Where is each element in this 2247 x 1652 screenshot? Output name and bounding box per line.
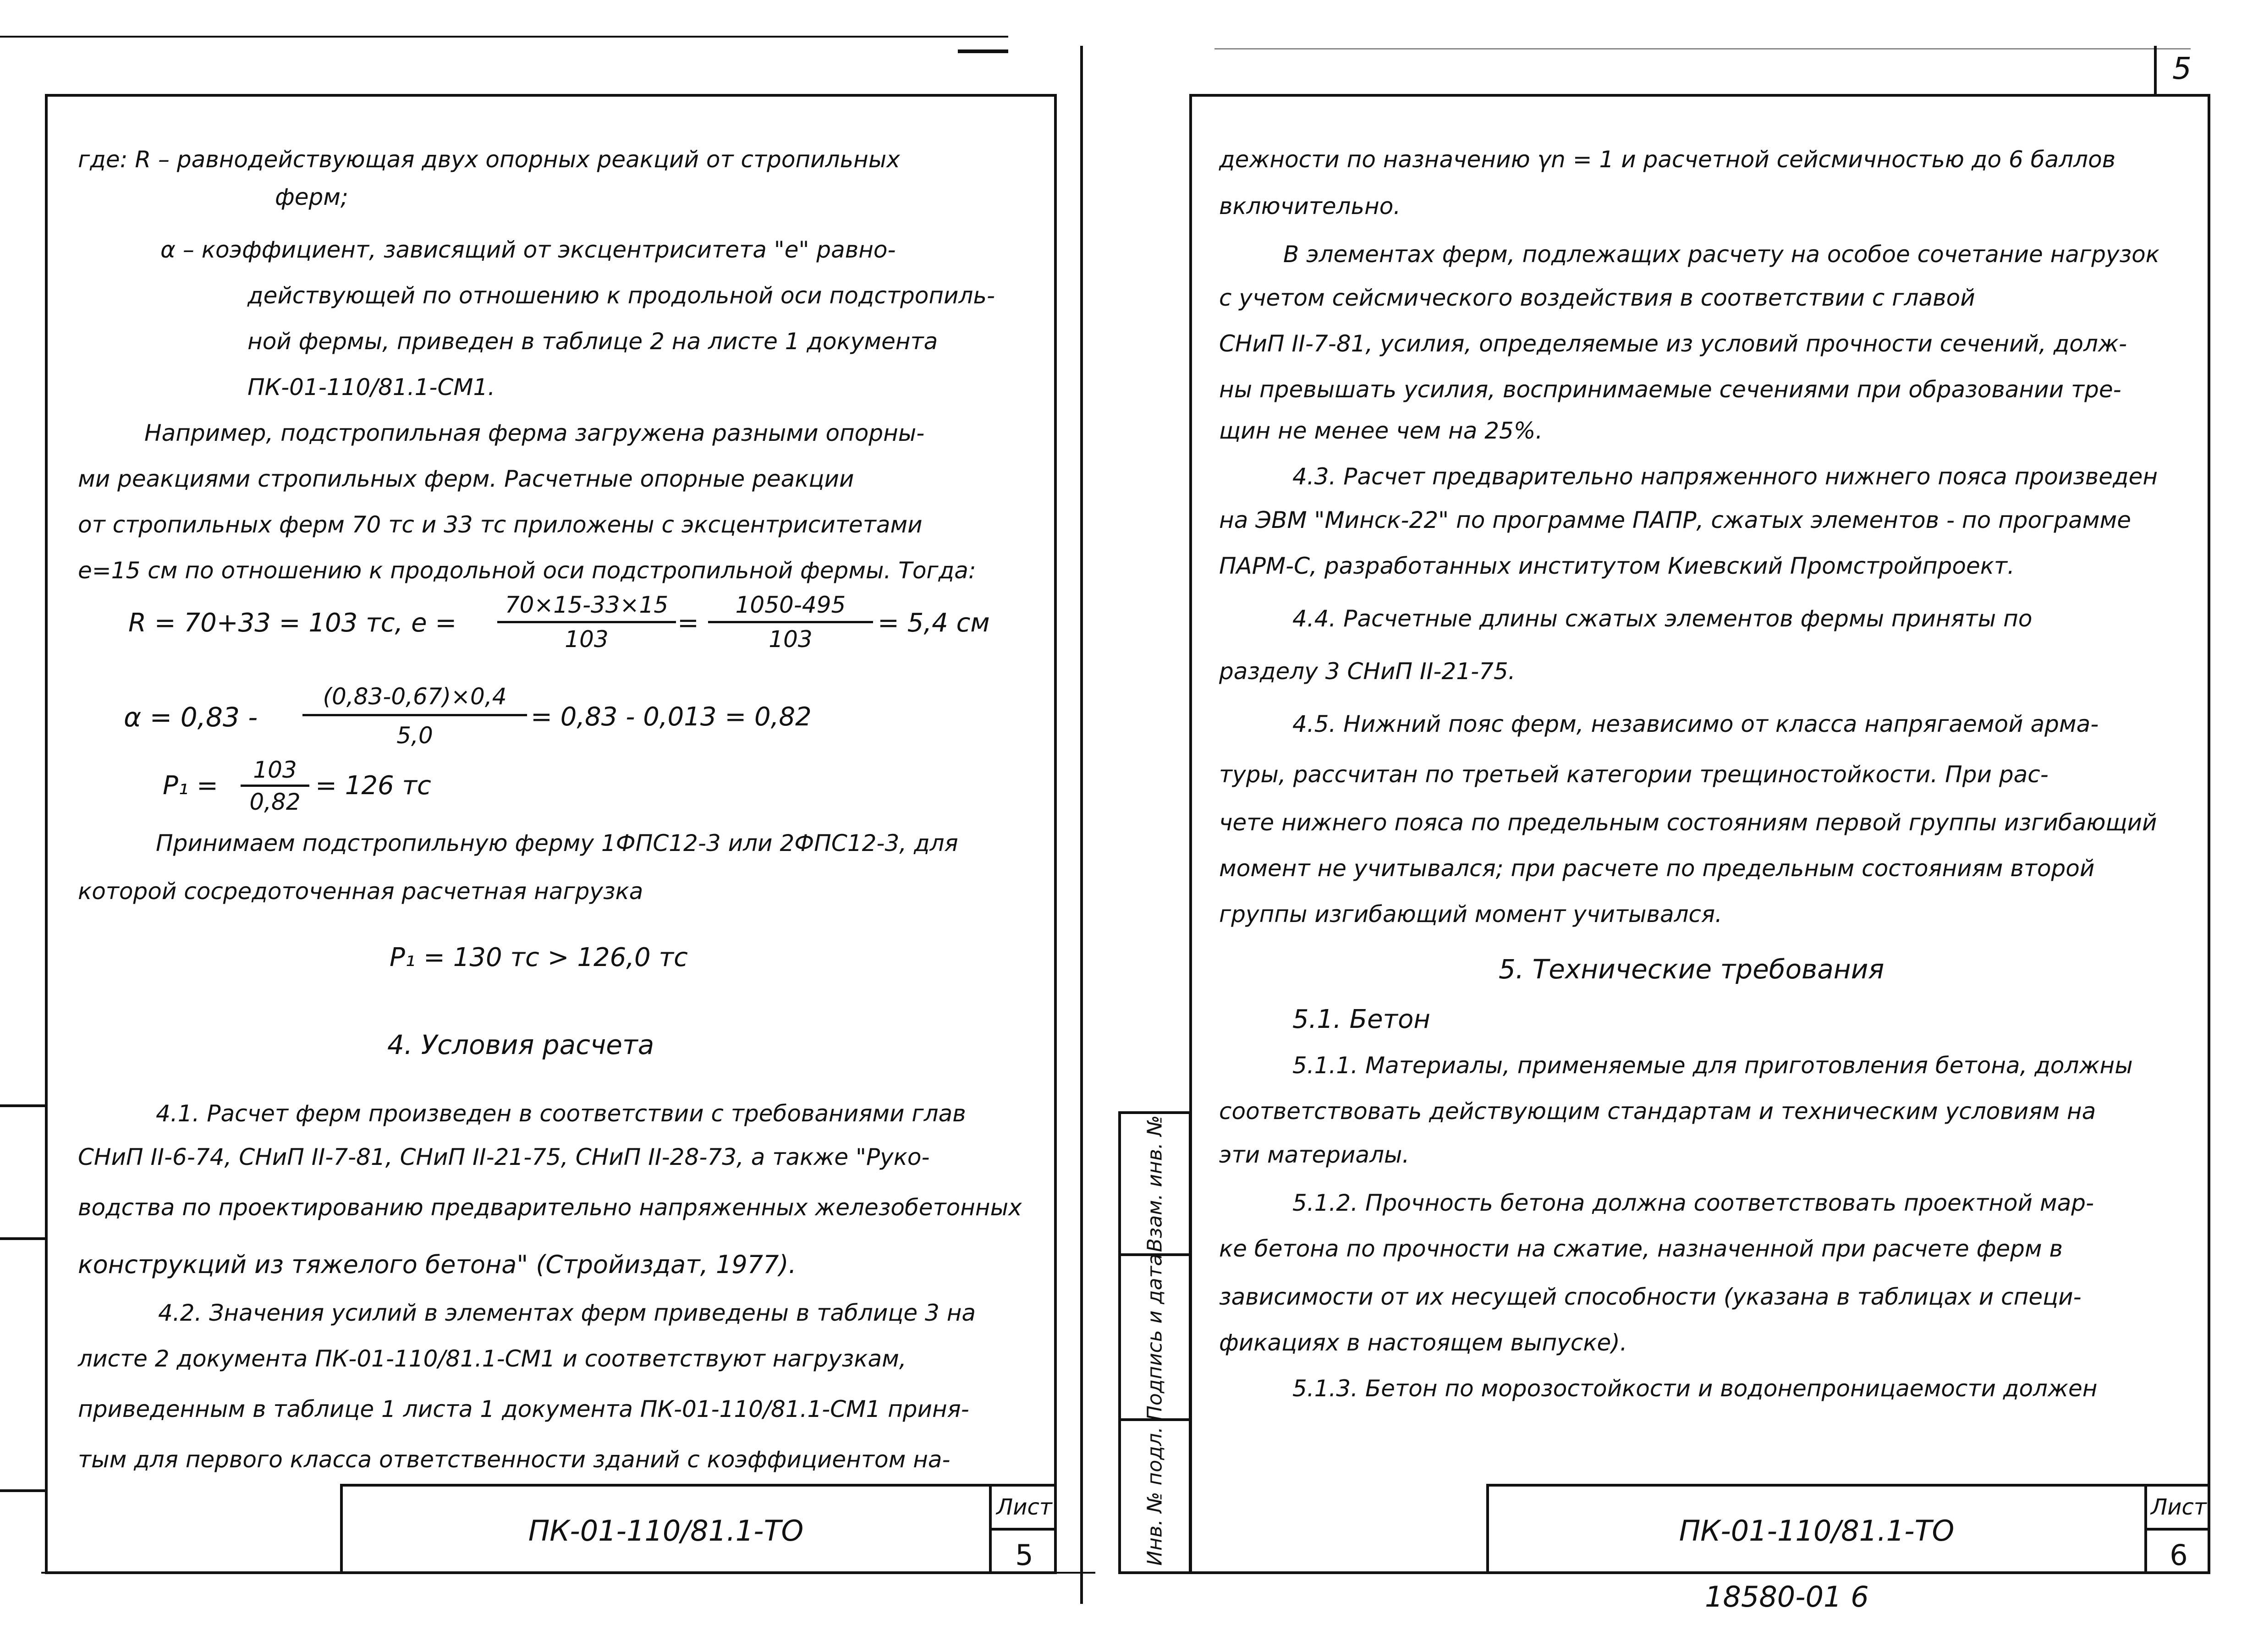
right-line-8: 4.3. Расчет предварительно напряженного нижнего пояса произведен	[1292, 463, 2158, 490]
left-sec-line-2: СНиП II-6-74, СНиП II-7-81, СНиП II-21-75, СНиП II-28-73, а также "Руко-	[78, 1144, 930, 1170]
right-line-6: ны превышать усилия, воспринимаемые сечениями при образовании тре-	[1219, 376, 2121, 403]
p1-final: P₁ = 130 тс > 126,0 тс	[390, 943, 688, 972]
right-line-12: разделу 3 СНиП II-21-75.	[1219, 658, 1516, 685]
left-sec-line-5: 4.2. Значения усилий в элементах ферм приведены в таблице 3 на	[158, 1300, 976, 1326]
e-denominator-2: 103	[769, 626, 813, 653]
right-line-17: группы изгибающий момент учитывался.	[1219, 901, 1722, 928]
archive-number: 18580-01 6	[1705, 1580, 1869, 1614]
left-line-9: от стропильных ферм 70 тс и 33 тс приложены с эксцентриситетами	[78, 511, 923, 538]
right-sec-line-6: зависимости от их несущей способности (указана в таблицах и специ-	[1219, 1284, 2082, 1310]
stamp-signature-label: Подпись и дата	[1143, 1253, 1167, 1421]
top-rule-right	[1214, 48, 2191, 49]
right-sec-line-1: 5.1.1. Материалы, применяемые для приготовления бетона, должны	[1292, 1052, 2133, 1079]
alpha-fraction-bar	[302, 714, 527, 716]
left-sec-line-3: водства по проектированию предварительно напряженных железобетонных	[78, 1194, 1022, 1221]
stamp-inventory-label: Инв. № подл.	[1143, 1427, 1167, 1566]
p1-result: = 126 тс	[315, 771, 431, 801]
right-line-2: включительно.	[1219, 193, 1401, 220]
right-sec-line-4: 5.1.2. Прочность бетона должна соответствовать проектной мар-	[1292, 1190, 2094, 1216]
stamp-cell-signature	[1121, 1253, 1189, 1421]
right-sheet-label: Лист	[2147, 1487, 2210, 1531]
approval-stamp	[1118, 1111, 1192, 1574]
left-sheet-label: Лист	[992, 1487, 1057, 1531]
right-line-16: момент не учитывался; при расчете по предельным состояниям второй	[1219, 855, 2095, 882]
e-numerator-1: 70×15-33×15	[505, 592, 669, 618]
left-margin-tick-3	[0, 1489, 45, 1492]
right-line-7: щин не менее чем на 25%.	[1219, 417, 1543, 444]
right-section-title: 5. Технические требования	[1499, 954, 1884, 985]
left-line-8: ми реакциями стропильных ферм. Расчетные опорные реакции	[78, 466, 854, 492]
left-line-5: ной фермы, приведен в таблице 2 на листе 1 документа	[247, 328, 938, 355]
right-doc-code: ПК-01-110/81.1-ТО	[1679, 1514, 1955, 1548]
formula-p1: P₁ =	[163, 771, 218, 801]
right-sheet-cell	[2144, 1487, 2210, 1571]
left-bottom-rule	[41, 1572, 1095, 1574]
left-sec-line-6: листе 2 документа ПК-01-110/81.1-СМ1 и соответствуют нагрузкам,	[78, 1345, 906, 1372]
left-line-6: ПК-01-110/81.1-СМ1.	[247, 374, 495, 401]
left-doc-code: ПК-01-110/81.1-ТО	[528, 1514, 804, 1548]
right-line-11: 4.4. Расчетные длины сжатых элементов фермы приняты по	[1292, 605, 2033, 632]
stamp-cell-inventory	[1121, 1421, 1189, 1571]
right-line-15: чете нижнего пояса по предельным состояниям первой группы изгибающий	[1219, 809, 2157, 836]
left-line-4: действующей по отношению к продольной оси подстропиль-	[247, 282, 995, 309]
left-margin-tick-1	[0, 1104, 45, 1107]
left-sec-line-7: приведенным в таблице 1 листа 1 документа ПК-01-110/81.1-СМ1 приня-	[78, 1396, 969, 1422]
alpha-result: = 0,83 - 0,013 = 0,82	[531, 702, 812, 732]
right-subsection-title: 5.1. Бетон	[1292, 1004, 1431, 1034]
p1-numerator: 103	[253, 757, 297, 783]
right-sec-line-5: ке бетона по прочности на сжатие, назначенной при расчете ферм в	[1219, 1235, 2063, 1262]
top-rule-left	[0, 36, 1008, 38]
left-sec-line-1: 4.1. Расчет ферм произведен в соответствии с требованиями глав	[156, 1100, 966, 1127]
left-line-10: e=15 см по отношению к продольной оси подстропильной фермы. Тогда:	[78, 557, 976, 584]
right-line-1: дежности по назначению γn = 1 и расчетной сейсмичностью до 6 баллов	[1219, 146, 2116, 173]
right-sec-line-7: фикациях в настоящем выпуске).	[1219, 1329, 1627, 1356]
e-equals: =	[677, 608, 699, 638]
right-line-10: ПАРМ-С, разработанных институтом Киевский Промстройпроект.	[1219, 553, 2015, 579]
right-sec-line-3: эти материалы.	[1219, 1142, 1410, 1168]
e-numerator-2: 1050-495	[735, 592, 846, 618]
stamp-cell-replacement	[1121, 1114, 1189, 1256]
left-margin-tick-2	[0, 1237, 45, 1240]
formula-r-e: R = 70+33 = 103 тс, e =	[128, 608, 457, 638]
e-result: = 5,4 см	[878, 608, 990, 638]
alpha-denominator: 5,0	[396, 722, 433, 749]
e-fraction-bar-1	[497, 621, 676, 623]
corner-vertical	[2154, 46, 2157, 96]
left-section-title: 4. Условия расчета	[387, 1029, 654, 1060]
right-sec-line-8: 5.1.3. Бетон по морозостойкости и водонепроницаемости должен	[1292, 1375, 2098, 1402]
right-line-4: с учетом сейсмического воздействия в соответствии с главой	[1219, 285, 1975, 311]
stamp-replacement-label: Взам. инв. №	[1143, 1115, 1167, 1252]
accept-line-1: Принимаем подстропильную ферму 1ФПС12-3 или 2ФПС12-3, для	[156, 830, 958, 856]
right-line-9: на ЭВМ "Минск-22" по программе ПАПР, сжатых элементов - по программе	[1219, 507, 2131, 533]
corner-page-number: 5	[2172, 51, 2192, 86]
center-binding-line	[1080, 46, 1083, 1604]
right-title-block	[1486, 1484, 2210, 1574]
accept-line-2: которой сосредоточенная расчетная нагрузка	[78, 878, 643, 905]
e-fraction-bar-2	[708, 621, 873, 623]
right-line-13: 4.5. Нижний пояс ферм, независимо от класса напрягаемой арма-	[1292, 711, 2099, 737]
top-rule-mark	[958, 49, 1008, 53]
p1-fraction-bar	[241, 785, 309, 787]
right-line-5: СНиП II-7-81, усилия, определяемые из условий прочности сечений, долж-	[1219, 330, 2127, 357]
right-sheet-number: 6	[2170, 1538, 2188, 1572]
alpha-numerator: (0,83-0,67)×0,4	[323, 683, 507, 710]
left-sheet-cell	[989, 1487, 1057, 1571]
right-sec-line-2: соответствовать действующим стандартам и техническим условиям на	[1219, 1098, 2096, 1125]
left-title-block	[340, 1484, 1057, 1574]
left-line-3: α – коэффициент, зависящий от эксцентриситета "e" равно-	[160, 236, 896, 263]
p1-denominator: 0,82	[249, 789, 301, 815]
left-sec-line-8: тым для первого класса ответственности зданий с коэффициентом на-	[78, 1446, 950, 1473]
right-line-3: В элементах ферм, подлежащих расчету на особое сочетание нагрузок	[1283, 241, 2159, 268]
left-line-1: где: R – равнодействующая двух опорных реакций от стропильных	[78, 146, 900, 173]
left-sheet-number: 5	[1015, 1538, 1033, 1572]
e-denominator-1: 103	[565, 626, 609, 653]
left-line-7: Например, подстропильная ферма загружена разными опорны-	[144, 420, 925, 446]
left-line-2: ферм;	[275, 184, 348, 210]
formula-alpha: α = 0,83 -	[124, 702, 258, 733]
left-sec-line-4: конструкций из тяжелого бетона" (Стройиздат, 1977).	[78, 1250, 797, 1279]
right-line-14: туры, рассчитан по третьей категории трещиностойкости. При рас-	[1219, 761, 2049, 788]
